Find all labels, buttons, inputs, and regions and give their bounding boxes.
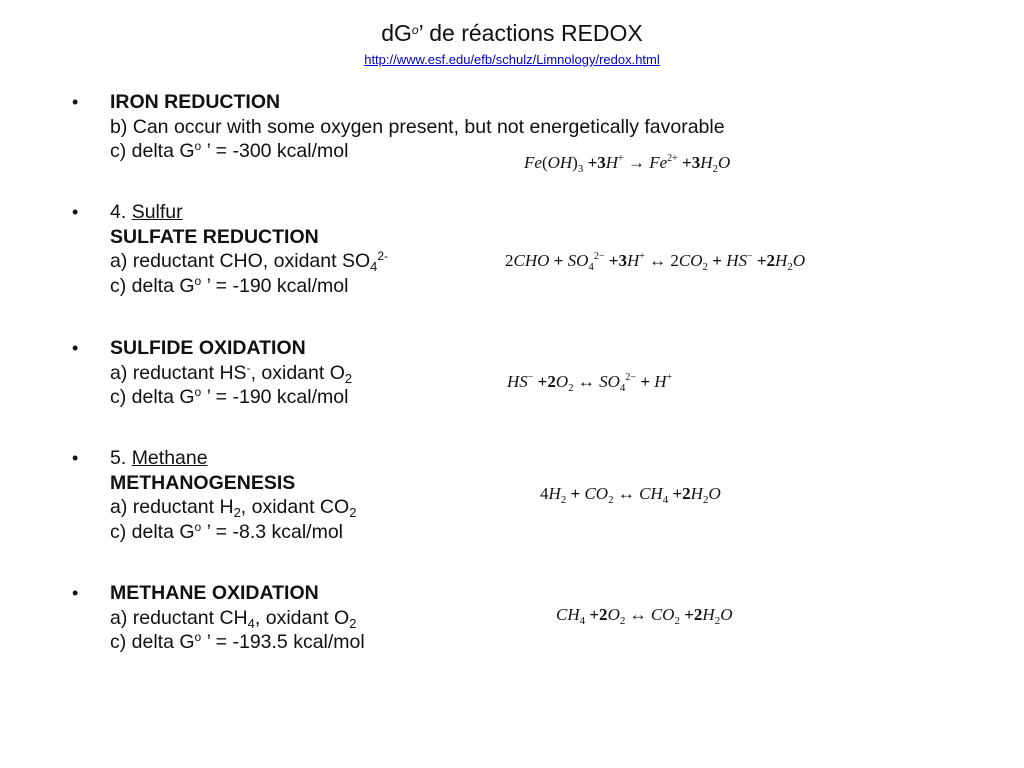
item-prefix: 4. (110, 201, 127, 223)
item-line: a) reductant $CH_4$, oxidant $O_2$ (110, 606, 357, 631)
item-heading: METHANOGENESIS (110, 471, 296, 494)
slide-title (0, 20, 1024, 46)
item-delta-g: c) delta $G^o$ ’ = -193.5 kcal/mol (110, 630, 365, 653)
bullet-glyph: • (72, 338, 79, 358)
equation-methane-oxidation: $CH_4 +2O_2$ ↔ $CO_2 +2H_2O$ (556, 605, 733, 627)
item-heading: SULFATE REDUCTION (110, 225, 319, 248)
source-link[interactable]: http://www.esf.edu/efb/schulz/Limnology/redox.html (364, 52, 660, 67)
source-link-row (0, 52, 1024, 67)
bullet-glyph: • (72, 202, 79, 222)
equation-sulfide-oxidation: $HS^- +2O_2$ ↔ $SO_4^{2-} + H^+$ (507, 372, 673, 394)
item-prefix: 5. (110, 447, 127, 469)
item-heading: IRON REDUCTION (110, 91, 281, 113)
item-line: a) reductant CHO, oxidant $SO_4^{2-}$ (110, 249, 389, 274)
item-delta-g: c) delta $G^o$ ’ = -190 kcal/mol (110, 385, 349, 408)
item-delta-g: c) delta $G^o$ ’ = -190 kcal/mol (110, 273, 349, 297)
bullet-glyph: • (72, 448, 79, 468)
bullet-glyph: • (72, 583, 79, 603)
bullet-glyph: • (72, 92, 79, 112)
equation-iron-reduction: $Fe(OH)_3 +3H^+ \to Fe^{2+} +3H_2O$ (524, 153, 731, 175)
item-delta-g: c) delta $G^o$ ’ = -8.3 kcal/mol (110, 519, 344, 543)
slide-title-text: $dG^o$’ de réactions REDOX (381, 20, 643, 46)
item-topic: Sulfur (131, 201, 183, 223)
item-line: b) Can occur with some oxygen present, but not energetically favorable (110, 115, 725, 138)
equation-sulfate-reduction: $2CHO + SO_4^{2-} +3H^+$ ↔ $2CO_2 + HS^- +2H_2O$ (505, 251, 806, 273)
item-line: a) reductant HS-, oxidant $O_2$ (110, 360, 353, 386)
item-heading: SULFIDE OXIDATION (110, 337, 306, 359)
item-line: a) reductant $H_2$, oxidant $CO_2$ (110, 496, 357, 520)
item-delta-g: c) delta $G^o$ ’ = -300 kcal/mol (110, 139, 349, 162)
item-heading: METHANE OXIDATION (110, 582, 319, 604)
equation-methanogenesis: $4H_2 + CO_2$ ↔ $CH_4 +2H_2O$ (540, 484, 721, 506)
item-topic: Methane (131, 447, 208, 469)
